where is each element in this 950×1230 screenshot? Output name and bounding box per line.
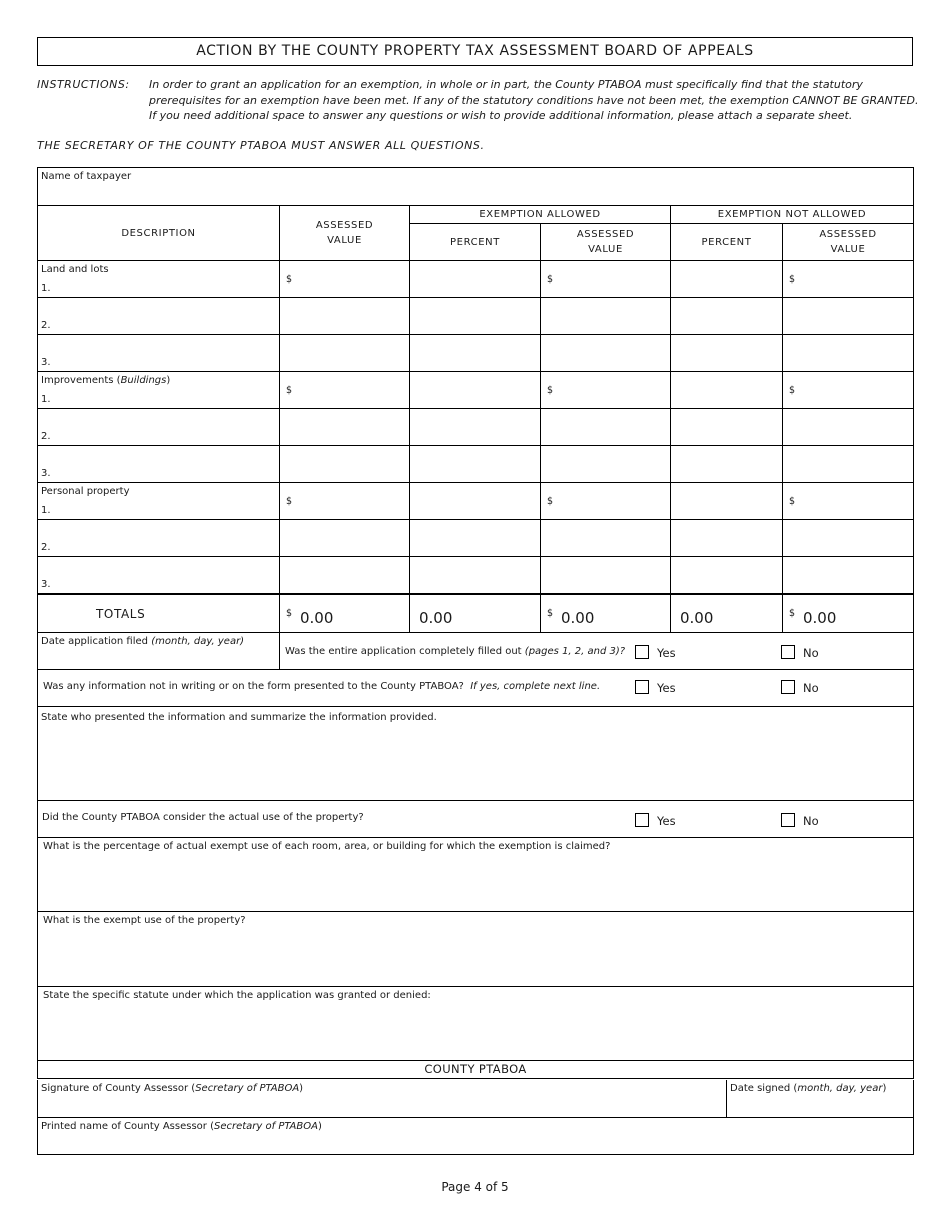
allowed-percent-cell[interactable] (410, 483, 541, 520)
section-label: Personal property (41, 486, 130, 497)
actual-use-question: Did the County PTABOA consider the actual use of the property? (42, 811, 364, 823)
allowed-value-cell[interactable] (541, 298, 671, 335)
assessed-value-cell[interactable] (280, 298, 410, 335)
assessed-value-cell[interactable] (280, 409, 410, 446)
table-row (38, 372, 914, 409)
checkbox-icon (781, 680, 795, 694)
section-label: Land and lots (41, 264, 109, 275)
assessed-value-cell[interactable] (280, 261, 410, 298)
actual-use-no-option[interactable]: No (781, 814, 819, 829)
header-not-allowed-percent: PERCENT (671, 224, 783, 261)
allowed-value-cell[interactable] (541, 557, 671, 595)
table-row (38, 335, 914, 372)
total-not-allowed-percent[interactable] (671, 594, 783, 632)
taxpayer-name-field[interactable] (38, 168, 914, 206)
table-row (38, 261, 914, 298)
total-allowed-percent[interactable] (410, 594, 541, 632)
statute-field[interactable] (38, 986, 914, 1060)
not-allowed-value-cell[interactable] (783, 409, 914, 446)
allowed-value-cell[interactable] (541, 409, 671, 446)
row-label (38, 372, 280, 409)
header-exemption-allowed: EXEMPTION ALLOWED (410, 206, 671, 224)
row-number: 1. (41, 505, 51, 516)
total-allowed-percent-text: 0.00 (419, 609, 453, 627)
not-allowed-value-cell[interactable] (783, 335, 914, 372)
exempt-percentage-field[interactable] (38, 837, 914, 911)
row-number: 3. (41, 579, 51, 590)
row-label (38, 557, 280, 595)
assessed-value-cell[interactable] (280, 372, 410, 409)
assessed-value-cell[interactable] (280, 520, 410, 557)
header-description: DESCRIPTION (38, 206, 280, 261)
table-row (38, 298, 914, 335)
allowed-percent-cell[interactable] (410, 261, 541, 298)
dollar-sign: $ (789, 496, 796, 507)
exempt-percentage-label: What is the percentage of actual exempt use of each room, area, or building for which the exemption is claimed? (43, 840, 611, 852)
date-signed-label: Date signed (month, day, year) (730, 1083, 887, 1094)
not-allowed-value-cell[interactable] (783, 483, 914, 520)
total-assessed-value-text: 0.00 (300, 609, 334, 627)
info-question-cell (38, 669, 914, 706)
checkbox-icon (781, 645, 795, 659)
row-label (38, 483, 280, 520)
date-filed-field[interactable] (38, 632, 280, 669)
totals-row (38, 594, 914, 632)
total-not-allowed-percent-text: 0.00 (680, 609, 714, 627)
info-summary-field[interactable] (38, 706, 914, 800)
info-question: Was any information not in writing or on the form presented to the County PTABOA? If yes, complete next line. (43, 680, 601, 692)
allowed-value-cell[interactable] (541, 483, 671, 520)
header-allowed-percent: PERCENT (410, 224, 541, 261)
actual-use-yes-option[interactable]: Yes (635, 814, 676, 829)
not-allowed-value-cell[interactable] (783, 520, 914, 557)
assessed-value-cell[interactable] (280, 557, 410, 595)
dollar-sign: $ (286, 608, 293, 619)
allowed-percent-cell[interactable] (410, 372, 541, 409)
form-title: ACTION BY THE COUNTY PROPERTY TAX ASSESSMENT BOARD OF APPEALS (37, 37, 913, 66)
instructions-text: In order to grant an application for an exemption, in whole or in part, the County PTABOA must specifically find that the statutory prerequisites for an exemption have been met. If any of the statutory conditions have not been met, the exemption CANNOT BE GRANTED. If you need additional space to answer any questions or wish to provide additional information, please attach a separate sheet. (149, 78, 919, 122)
row-number: 3. (41, 357, 51, 368)
allowed-value-cell[interactable] (541, 446, 671, 483)
dollar-sign: $ (547, 274, 554, 285)
row-label (38, 335, 280, 372)
total-not-allowed-value-text: 0.00 (803, 609, 837, 627)
dollar-sign: $ (286, 385, 293, 396)
allowed-percent-cell[interactable] (410, 409, 541, 446)
table-row (38, 446, 914, 483)
header-allowed-value: ASSESSED VALUE (541, 224, 671, 261)
row-label (38, 409, 280, 446)
assessment-table (37, 167, 914, 1079)
info-no-option[interactable]: No (781, 681, 819, 696)
secretary-note: THE SECRETARY OF THE COUNTY PTABOA MUST ANSWER ALL QUESTIONS. (37, 139, 485, 152)
page-number: Page 4 of 5 (441, 1180, 509, 1194)
complete-yes-option[interactable]: Yes (635, 646, 676, 661)
allowed-value-cell[interactable] (541, 372, 671, 409)
dollar-sign: $ (286, 274, 293, 285)
header-exemption-not-allowed: EXEMPTION NOT ALLOWED (671, 206, 914, 224)
printed-name-label: Printed name of County Assessor (Secretary of PTABOA) (41, 1120, 322, 1132)
row-number: 1. (41, 394, 51, 405)
dollar-sign: $ (286, 496, 293, 507)
not-allowed-value-cell[interactable] (783, 557, 914, 595)
allowed-percent-cell[interactable] (410, 298, 541, 335)
row-label (38, 298, 280, 335)
dollar-sign: $ (789, 608, 796, 619)
not-allowed-value-cell[interactable] (783, 261, 914, 298)
not-allowed-value-cell[interactable] (783, 298, 914, 335)
total-allowed-value-text: 0.00 (561, 609, 595, 627)
total-allowed-value[interactable] (541, 594, 671, 632)
table-row (38, 557, 914, 595)
allowed-value-cell[interactable] (541, 520, 671, 557)
allowed-value-cell[interactable] (541, 261, 671, 298)
dollar-sign: $ (547, 385, 554, 396)
not-allowed-percent-cell[interactable] (671, 261, 783, 298)
assessor-signature-field[interactable] (38, 1080, 727, 1117)
total-not-allowed-value[interactable] (783, 594, 914, 632)
not-allowed-percent-cell[interactable] (671, 409, 783, 446)
not-allowed-value-cell[interactable] (783, 446, 914, 483)
not-allowed-percent-cell[interactable] (671, 298, 783, 335)
allowed-percent-cell[interactable] (410, 520, 541, 557)
table-row (38, 409, 914, 446)
row-label (38, 520, 280, 557)
dollar-sign: $ (789, 385, 796, 396)
signature-table (37, 1080, 914, 1155)
assessed-value-cell[interactable] (280, 483, 410, 520)
totals-label-cell (38, 594, 280, 632)
checkbox-icon (635, 813, 649, 827)
not-allowed-percent-cell[interactable] (671, 557, 783, 595)
row-label (38, 446, 280, 483)
row-label (38, 261, 280, 298)
not-allowed-value-cell[interactable] (783, 372, 914, 409)
header-assessed-value: ASSESSED VALUE (280, 206, 410, 261)
allowed-percent-cell[interactable] (410, 557, 541, 595)
taxpayer-label: Name of taxpayer (41, 171, 132, 182)
header-not-allowed-value: ASSESSED VALUE (783, 224, 914, 261)
info-yes-option[interactable]: Yes (635, 681, 676, 696)
complete-no-option[interactable]: No (781, 646, 819, 661)
assessed-value-cell[interactable] (280, 335, 410, 372)
allowed-percent-cell[interactable] (410, 335, 541, 372)
info-summary-label: State who presented the information and summarize the information provided. (41, 711, 437, 723)
date-signed-field[interactable] (727, 1080, 914, 1117)
county-ptaboa-header: COUNTY PTABOA (38, 1060, 914, 1078)
not-allowed-percent-cell[interactable] (671, 446, 783, 483)
dollar-sign: $ (547, 496, 554, 507)
printed-name-field[interactable] (38, 1117, 914, 1154)
row-number: 2. (41, 542, 51, 553)
not-allowed-percent-cell[interactable] (671, 520, 783, 557)
not-allowed-percent-cell[interactable] (671, 483, 783, 520)
complete-question: Was the entire application completely filled out (pages 1, 2, and 3)? (285, 645, 626, 657)
assessed-value-cell[interactable] (280, 446, 410, 483)
checkbox-icon (635, 680, 649, 694)
allowed-percent-cell[interactable] (410, 446, 541, 483)
total-assessed-value[interactable] (280, 594, 410, 632)
row-number: 2. (41, 320, 51, 331)
row-number: 2. (41, 431, 51, 442)
not-allowed-percent-cell[interactable] (671, 372, 783, 409)
section-label: Improvements (Buildings) (41, 375, 171, 386)
date-filed-label: Date application filed (month, day, year) (41, 635, 245, 647)
statute-label: State the specific statute under which the application was granted or denied: (43, 989, 431, 1001)
actual-use-question-cell (38, 800, 914, 837)
totals-label: TOTALS (96, 607, 146, 621)
not-allowed-percent-cell[interactable] (671, 335, 783, 372)
checkbox-icon (781, 813, 795, 827)
instructions-label: INSTRUCTIONS: (37, 78, 130, 91)
table-row (38, 520, 914, 557)
assessor-signature-label: Signature of County Assessor (Secretary of PTABOA) (41, 1083, 304, 1094)
exempt-use-label: What is the exempt use of the property? (43, 914, 246, 926)
dollar-sign: $ (547, 608, 554, 619)
row-number: 1. (41, 283, 51, 294)
dollar-sign: $ (789, 274, 796, 285)
row-number: 3. (41, 468, 51, 479)
exempt-use-field[interactable] (38, 911, 914, 986)
table-row (38, 483, 914, 520)
allowed-value-cell[interactable] (541, 335, 671, 372)
complete-question-cell (280, 632, 914, 669)
checkbox-icon (635, 645, 649, 659)
